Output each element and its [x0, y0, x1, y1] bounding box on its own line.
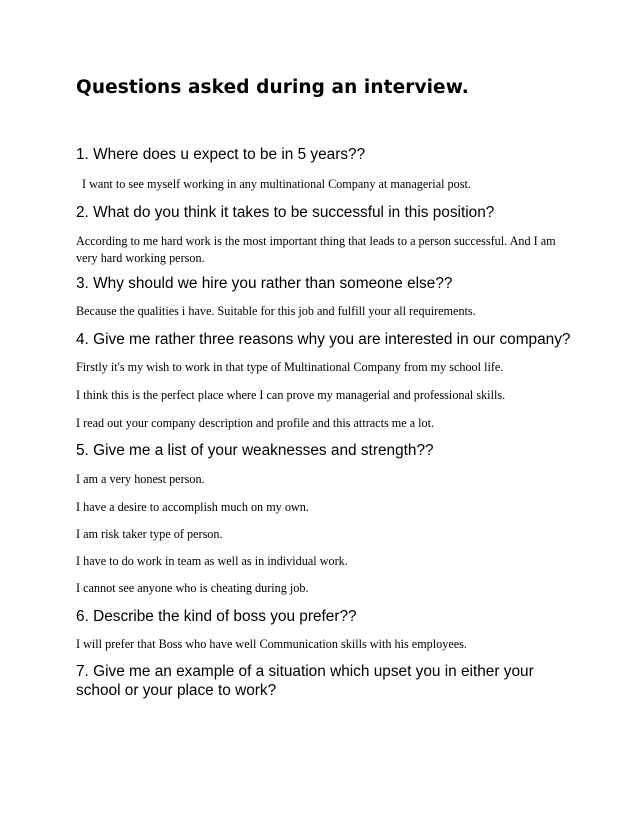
answer-5-line-3: I am risk taker type of person.	[76, 527, 223, 541]
question-4: 4. Give me rather three reasons why you are interested in our company?	[76, 331, 571, 348]
answer-5-line-2: I have a desire to accomplish much on my own.	[76, 500, 309, 514]
answer-4-line-1: Firstly it's my wish to work in that type of Multinational Company from my school life.	[76, 360, 504, 374]
question-6: 6. Describe the kind of boss you prefer??	[76, 608, 357, 625]
answer-1: I want to see myself working in any multinational Company at managerial post.	[82, 177, 471, 191]
answer-6: I will prefer that Boss who have well Communication skills with his employees.	[76, 637, 467, 651]
answer-5-line-4: I have to do work in team as well as in individual work.	[76, 554, 348, 568]
question-2: 2. What do you think it takes to be successful in this position?	[76, 204, 495, 221]
question-7: 7. Give me an example of a situation which upset you in either your school or your place to work?	[76, 663, 534, 699]
question-5: 5. Give me a list of your weaknesses and strength??	[76, 442, 434, 459]
answer-2: According to me hard work is the most important thing that leads to a person successful. And I am very hard working person.	[76, 234, 556, 265]
answer-5-line-5: I cannot see anyone who is cheating during job.	[76, 581, 309, 595]
question-3: 3. Why should we hire you rather than someone else??	[76, 275, 453, 292]
answer-3: Because the qualities i have. Suitable for this job and fulfill your all requirements.	[76, 304, 476, 318]
document-title: Questions asked during an interview.	[76, 77, 469, 98]
answer-4-line-3: I read out your company description and profile and this attracts me a lot.	[76, 416, 435, 430]
question-1: 1. Where does u expect to be in 5 years??	[76, 146, 366, 163]
answer-4-line-2: I think this is the perfect place where I can prove my managerial and professional skills.	[76, 388, 506, 402]
answer-5-line-1: I am a very honest person.	[76, 472, 205, 486]
